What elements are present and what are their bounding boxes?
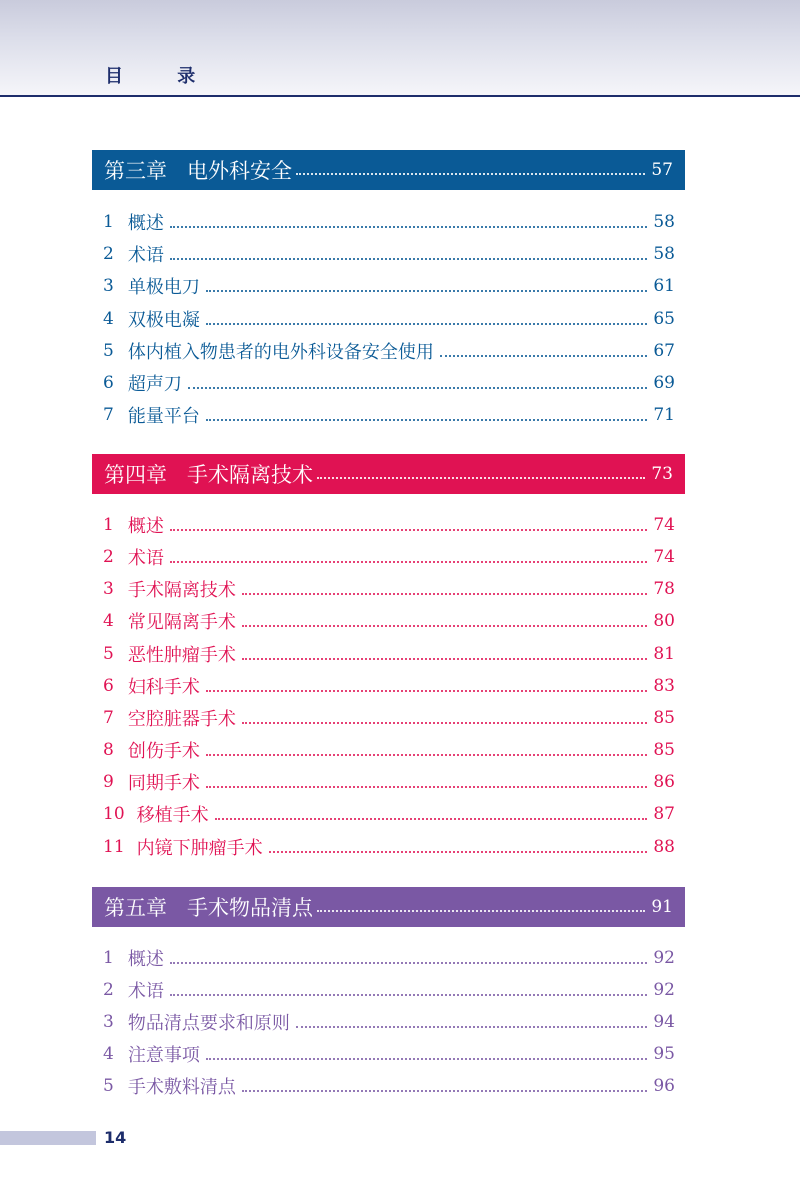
toc-entry[interactable] <box>103 1072 675 1100</box>
entry-title: 手术隔离技术 <box>127 580 236 601</box>
dot-leader <box>170 962 648 964</box>
toc-entry[interactable] <box>103 543 675 571</box>
toc-entry[interactable] <box>103 272 675 300</box>
toc-entry[interactable] <box>103 768 675 796</box>
entry-page: 86 <box>653 772 675 792</box>
entry-number: 5 <box>103 341 114 361</box>
entry-page: 58 <box>653 212 675 232</box>
entry-page: 81 <box>653 644 675 664</box>
toc-entry[interactable] <box>103 607 675 635</box>
entry-title: 概述 <box>127 516 164 537</box>
toc-entry[interactable] <box>103 640 675 668</box>
entry-number: 10 <box>103 804 125 824</box>
toc-entry[interactable] <box>103 337 675 365</box>
dot-leader <box>206 323 648 325</box>
entry-page: 83 <box>653 676 675 696</box>
entry-page: 92 <box>653 948 675 968</box>
entry-title: 同期手术 <box>127 773 200 794</box>
toc-entry[interactable] <box>103 1008 675 1036</box>
entry-title: 注意事项 <box>127 1045 200 1066</box>
entry-title: 超声刀 <box>127 374 182 395</box>
entry-number: 4 <box>103 309 114 329</box>
toc-entry[interactable] <box>103 401 675 429</box>
entry-title: 概述 <box>127 949 164 970</box>
entry-page: 87 <box>653 804 675 824</box>
chapter-heading[interactable] <box>92 887 685 927</box>
entry-title: 术语 <box>127 981 164 1002</box>
entry-page: 71 <box>653 405 675 425</box>
dot-leader <box>206 419 648 421</box>
dot-leader <box>440 355 648 357</box>
dot-leader <box>242 625 648 627</box>
toc-entry[interactable] <box>103 976 675 1004</box>
entry-title: 创伤手术 <box>127 741 200 762</box>
toc-entry[interactable] <box>103 575 675 603</box>
dot-leader <box>317 477 645 479</box>
dot-leader <box>269 851 648 853</box>
entry-title: 能量平台 <box>127 406 200 427</box>
entry-page: 92 <box>653 980 675 1000</box>
toc-entry[interactable] <box>103 240 675 268</box>
dot-leader <box>170 529 648 531</box>
dot-leader <box>242 658 648 660</box>
entry-number: 11 <box>103 837 125 857</box>
dot-leader <box>170 258 648 260</box>
entry-number: 4 <box>103 611 114 631</box>
page-title: 目 录 <box>105 66 220 87</box>
entry-number: 6 <box>103 676 114 696</box>
entry-number: 8 <box>103 740 114 760</box>
toc-entry[interactable] <box>103 672 675 700</box>
entry-title: 空腔脏器手术 <box>127 709 236 730</box>
dot-leader <box>242 1090 648 1092</box>
entry-number: 4 <box>103 1044 114 1064</box>
entry-title: 术语 <box>127 245 164 266</box>
entry-number: 2 <box>103 980 114 1000</box>
entry-page: 67 <box>653 341 675 361</box>
entry-number: 1 <box>103 212 114 232</box>
entry-title: 术语 <box>127 548 164 569</box>
entry-number: 1 <box>103 515 114 535</box>
toc-entry[interactable] <box>103 704 675 732</box>
entry-number: 3 <box>103 276 114 296</box>
dot-leader <box>188 387 648 389</box>
entry-page: 96 <box>653 1076 675 1096</box>
toc-entry[interactable] <box>103 1040 675 1068</box>
entry-page: 88 <box>653 837 675 857</box>
chapter-title: 第五章 手术物品清点 <box>104 896 314 920</box>
dot-leader <box>170 561 648 563</box>
entry-title: 体内植入物患者的电外科设备安全使用 <box>127 342 434 363</box>
entry-page: 69 <box>653 373 675 393</box>
entry-number: 1 <box>103 948 114 968</box>
entry-number: 6 <box>103 373 114 393</box>
chapter-page: 73 <box>651 464 673 484</box>
entry-title: 概述 <box>127 213 164 234</box>
entry-title: 移植手术 <box>136 805 209 826</box>
dot-leader <box>206 1058 648 1060</box>
entry-number: 5 <box>103 1076 114 1096</box>
toc-entry[interactable] <box>103 305 675 333</box>
dot-leader <box>170 994 648 996</box>
entry-page: 74 <box>653 547 675 567</box>
entry-number: 3 <box>103 1012 114 1032</box>
entry-number: 9 <box>103 772 114 792</box>
dot-leader <box>317 910 645 912</box>
entry-title: 手术敷料清点 <box>127 1077 236 1098</box>
entry-title: 物品清点要求和原则 <box>127 1013 290 1034</box>
entry-page: 94 <box>653 1012 675 1032</box>
entry-number: 2 <box>103 244 114 264</box>
page-number: 14 <box>104 1128 127 1147</box>
entry-number: 7 <box>103 708 114 728</box>
dot-leader <box>206 690 648 692</box>
dot-leader <box>296 173 645 175</box>
chapter-title: 第三章 电外科安全 <box>104 159 293 183</box>
toc-entry[interactable] <box>103 736 675 764</box>
dot-leader <box>170 226 648 228</box>
dot-leader <box>242 593 648 595</box>
entry-number: 2 <box>103 547 114 567</box>
entry-page: 85 <box>653 740 675 760</box>
toc-entry[interactable] <box>103 800 675 828</box>
toc-entry[interactable] <box>103 369 675 397</box>
toc-entry[interactable] <box>103 833 675 861</box>
toc-entry[interactable] <box>103 511 675 539</box>
entry-title: 妇科手术 <box>127 677 200 698</box>
dot-leader <box>215 818 648 820</box>
chapter-page: 57 <box>651 160 673 180</box>
entry-page: 74 <box>653 515 675 535</box>
entry-number: 5 <box>103 644 114 664</box>
entry-title: 内镜下肿瘤手术 <box>136 838 263 859</box>
chapter-page: 91 <box>651 897 673 917</box>
entry-number: 3 <box>103 579 114 599</box>
dot-leader <box>206 754 648 756</box>
entry-page: 85 <box>653 708 675 728</box>
header-rule <box>0 95 800 97</box>
chapter-title: 第四章 手术隔离技术 <box>104 463 314 487</box>
entry-title: 恶性肿瘤手术 <box>127 645 236 666</box>
dot-leader <box>206 786 648 788</box>
entry-page: 95 <box>653 1044 675 1064</box>
chapter-heading[interactable] <box>92 454 685 494</box>
toc-entry[interactable] <box>103 208 675 236</box>
entry-title: 常见隔离手术 <box>127 612 236 633</box>
entry-page: 58 <box>653 244 675 264</box>
entry-page: 80 <box>653 611 675 631</box>
entry-page: 65 <box>653 309 675 329</box>
dot-leader <box>206 290 648 292</box>
entry-title: 单极电刀 <box>127 277 200 298</box>
toc-entry[interactable] <box>103 944 675 972</box>
chapter-heading[interactable] <box>92 150 685 190</box>
dot-leader <box>242 722 648 724</box>
entry-page: 61 <box>653 276 675 296</box>
footer-bar <box>0 1131 96 1145</box>
entry-page: 78 <box>653 579 675 599</box>
entry-number: 7 <box>103 405 114 425</box>
entry-title: 双极电凝 <box>127 310 200 331</box>
dot-leader <box>296 1026 648 1028</box>
